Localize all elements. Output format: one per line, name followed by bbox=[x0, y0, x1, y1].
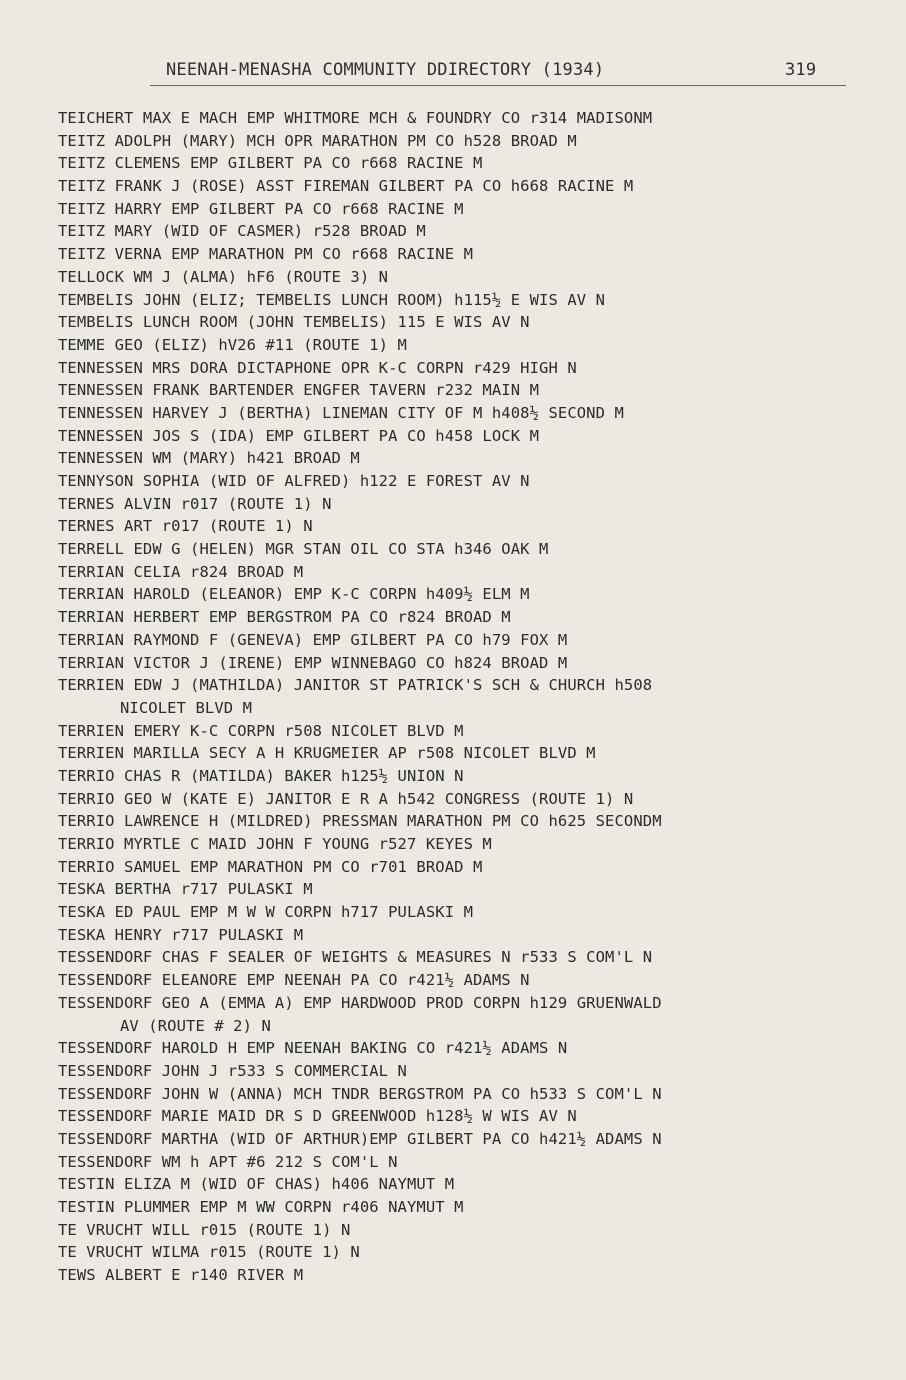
directory-entry: TESSENDORF HAROLD H EMP NEENAH BAKING CO r421½ ADAMS N bbox=[58, 1039, 568, 1058]
directory-entry: TE VRUCHT WILMA r015 (ROUTE 1) N bbox=[58, 1243, 360, 1262]
directory-entry: TERRIAN RAYMOND F (GENEVA) EMP GILBERT PA CO h79 FOX M bbox=[58, 630, 568, 649]
directory-entry: TERRIEN EDW J (MATHILDA) JANITOR ST PATRICK'S SCH & CHURCH h508 bbox=[58, 676, 653, 695]
directory-entry-continuation: AV (ROUTE # 2) N bbox=[120, 1016, 271, 1035]
directory-entry: TEITZ ADOLPH (MARY) MCH OPR MARATHON PM CO h528 BROAD M bbox=[58, 131, 577, 150]
directory-entry: TERRELL EDW G (HELEN) MGR STAN OIL CO STA h346 OAK M bbox=[58, 540, 549, 559]
directory-entry: TESKA HENRY r717 PULASKI M bbox=[58, 925, 304, 944]
directory-entry: TERRIO GEO W (KATE E) JANITOR E R A h542 CONGRESS (ROUTE 1) N bbox=[58, 789, 634, 808]
directory-entry: TERRIO MYRTLE C MAID JOHN F YOUNG r527 KEYES M bbox=[58, 835, 492, 853]
directory-entry: TERRIEN MARILLA SECY A H KRUGMEIER AP r508 NICOLET BLVD M bbox=[58, 744, 596, 763]
directory-entry: TEITZ FRANK J (ROSE) ASST FIREMAN GILBERT PA CO h668 RACINE M bbox=[58, 177, 634, 196]
directory-title: NEENAH-MENASHA COMMUNITY DDIRECTORY (1934) bbox=[166, 60, 605, 80]
directory-entry: TERRIAN VICTOR J (IRENE) EMP WINNEBAGO CO h824 BROAD M bbox=[58, 653, 568, 672]
directory-entry: TERNES ART r017 (ROUTE 1) N bbox=[58, 517, 313, 536]
directory-entry: TERRIO LAWRENCE H (MILDRED) PRESSMAN MARATHON PM CO h625 SECONDM bbox=[58, 812, 662, 831]
directory-entry: TENNESSEN FRANK BARTENDER ENGFER TAVERN r232 MAIN M bbox=[58, 381, 540, 400]
directory-entry: TESSENDORF MARIE MAID DR S D GREENWOOD h128½ W WIS AV N bbox=[58, 1107, 577, 1126]
directory-entry: TEITZ CLEMENS EMP GILBERT PA CO r668 RACINE M bbox=[58, 154, 483, 173]
directory-entry: TEITZ HARRY EMP GILBERT PA CO r668 RACINE M bbox=[58, 199, 464, 218]
directory-entry: TESSENDORF ELEANORE EMP NEENAH PA CO r421½ ADAMS N bbox=[58, 971, 530, 990]
directory-entry: TELLOCK WM J (ALMA) hF6 (ROUTE 3) N bbox=[58, 267, 389, 286]
directory-entry: TESSENDORF JOHN J r533 S COMMERCIAL N bbox=[58, 1061, 407, 1080]
directory-entry: TERRIO SAMUEL EMP MARATHON PM CO r701 BROAD M bbox=[58, 857, 483, 876]
directory-entry: TESKA BERTHA r717 PULASKI M bbox=[58, 880, 313, 899]
directory-entry: TERRIEN EMERY K-C CORPN r508 NICOLET BLVD M bbox=[58, 721, 464, 740]
directory-entry: TEICHERT MAX E MACH EMP WHITMORE MCH & FOUNDRY CO r314 MADISONM bbox=[58, 109, 653, 127]
directory-entry: TESSENDORF JOHN W (ANNA) MCH TNDR BERGSTROM PA CO h533 S COM'L N bbox=[58, 1084, 662, 1103]
directory-entry: TESSENDORF MARTHA (WID OF ARTHUR)EMP GILBERT PA CO h421½ ADAMS N bbox=[58, 1129, 662, 1148]
directory-entry: TENNESSEN JOS S (IDA) EMP GILBERT PA CO h458 LOCK M bbox=[58, 426, 540, 445]
page-number: 319 bbox=[785, 60, 817, 80]
directory-listing bbox=[58, 107, 878, 1287]
directory-entry: TEMBELIS LUNCH ROOM (JOHN TEMBELIS) 115 E WIS AV N bbox=[58, 313, 530, 332]
page-header bbox=[166, 60, 846, 84]
directory-entry-continuation: NICOLET BLVD M bbox=[120, 698, 253, 717]
directory-entry: TE VRUCHT WILL r015 (ROUTE 1) N bbox=[58, 1220, 351, 1239]
directory-entry: TEMBELIS JOHN (ELIZ; TEMBELIS LUNCH ROOM) h115½ E WIS AV N bbox=[58, 290, 606, 309]
directory-entry: TESSENDORF WM h APT #6 212 S COM'L N bbox=[58, 1152, 398, 1171]
directory-entry: TESTIN PLUMMER EMP M WW CORPN r406 NAYMUT M bbox=[58, 1198, 464, 1216]
directory-entry: TENNESSEN HARVEY J (BERTHA) LINEMAN CITY OF M h408½ SECOND M bbox=[58, 403, 624, 422]
directory-entry: TENNYSON SOPHIA (WID OF ALFRED) h122 E FOREST AV N bbox=[58, 472, 530, 490]
directory-entry: TENNESSEN WM (MARY) h421 BROAD M bbox=[58, 449, 360, 468]
header-divider bbox=[150, 85, 846, 86]
directory-entry: TERRIAN HERBERT EMP BERGSTROM PA CO r824 BROAD M bbox=[58, 608, 511, 627]
directory-entry: TERNES ALVIN r017 (ROUTE 1) N bbox=[58, 494, 332, 513]
directory-entry: TEMME GEO (ELIZ) hV26 #11 (ROUTE 1) M bbox=[58, 335, 407, 354]
directory-entry: TEWS ALBERT E r140 RIVER M bbox=[58, 1266, 304, 1285]
directory-entry: TEITZ MARY (WID OF CASMER) r528 BROAD M bbox=[58, 222, 426, 241]
directory-entry: TERRIAN HAROLD (ELEANOR) EMP K-C CORPN h409½ ELM M bbox=[58, 585, 530, 604]
directory-entry: TESSENDORF CHAS F SEALER OF WEIGHTS & MEASURES N r533 S COM'L N bbox=[58, 948, 653, 967]
directory-entry: TENNESSEN MRS DORA DICTAPHONE OPR K-C CORPN r429 HIGH N bbox=[58, 358, 577, 377]
directory-entry: TERRIAN CELIA r824 BROAD M bbox=[58, 562, 304, 581]
directory-entry: TESTIN ELIZA M (WID OF CHAS) h406 NAYMUT M bbox=[58, 1175, 455, 1194]
directory-entry: TESSENDORF GEO A (EMMA A) EMP HARDWOOD PROD CORPN h129 GRUENWALD bbox=[58, 993, 662, 1012]
directory-entry: TERRIO CHAS R (MATILDA) BAKER h125½ UNION N bbox=[58, 766, 464, 785]
directory-entry: TEITZ VERNA EMP MARATHON PM CO r668 RACINE M bbox=[58, 245, 473, 264]
directory-entry: TESKA ED PAUL EMP M W W CORPN h717 PULASKI M bbox=[58, 903, 473, 922]
